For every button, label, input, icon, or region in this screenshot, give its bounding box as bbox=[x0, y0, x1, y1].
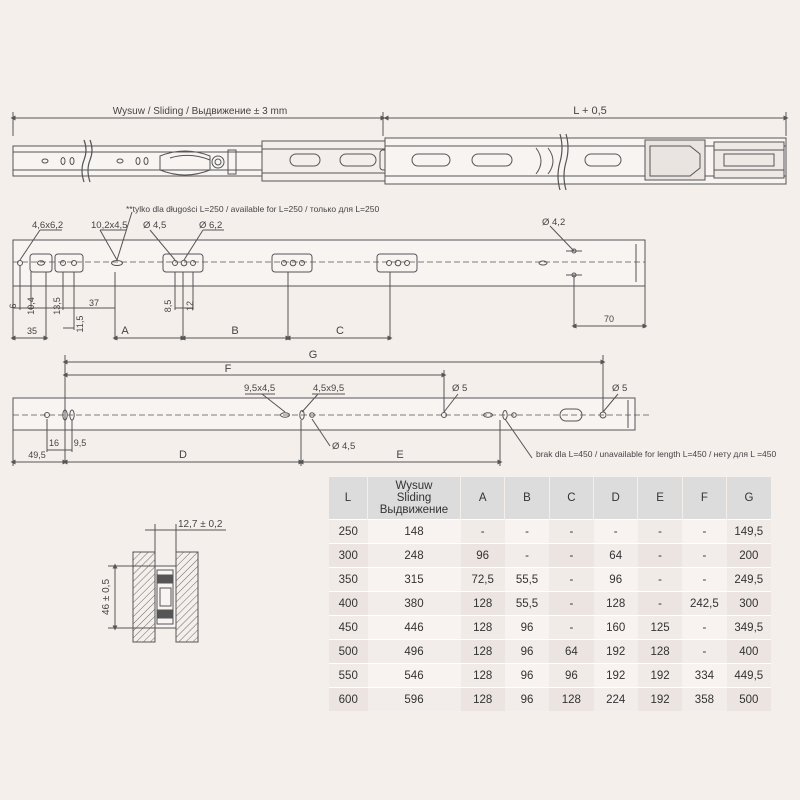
dim-12: 12 bbox=[185, 300, 195, 312]
table-cell: 96 bbox=[505, 688, 549, 712]
header-a: A bbox=[461, 477, 505, 520]
table-cell: 128 bbox=[461, 616, 505, 640]
dia-4-5-top: Ø 4,5 bbox=[143, 220, 167, 231]
label-d: D bbox=[179, 449, 187, 461]
header-e: E bbox=[638, 477, 682, 520]
sliding-dimension-label: Wysuw / Sliding / Выдвижение ± 3 mm bbox=[112, 106, 288, 117]
dim-16: 16 bbox=[48, 438, 60, 448]
table-row bbox=[329, 640, 771, 664]
table-cell: 400 bbox=[727, 640, 771, 664]
dim-10-4: 10,4 bbox=[26, 297, 36, 315]
label-f: F bbox=[224, 363, 232, 375]
table-cell: 72,5 bbox=[461, 568, 505, 592]
dim-35: 35 bbox=[26, 326, 38, 336]
table-cell: - bbox=[638, 568, 682, 592]
table-cell: 349,5 bbox=[727, 616, 771, 640]
table-cell: 192 bbox=[594, 640, 638, 664]
table-cell: 224 bbox=[594, 688, 638, 712]
table-cell: - bbox=[549, 616, 593, 640]
table-cell: 358 bbox=[682, 688, 726, 712]
label-e: E bbox=[396, 449, 404, 461]
table-cell: - bbox=[638, 520, 682, 544]
table-cell: 64 bbox=[594, 544, 638, 568]
table-cell: 149,5 bbox=[727, 520, 771, 544]
table-cell: 248 bbox=[368, 544, 461, 568]
table-cell: - bbox=[549, 568, 593, 592]
table-cell: - bbox=[638, 544, 682, 568]
table-row bbox=[329, 592, 771, 616]
table-cell: 96 bbox=[549, 664, 593, 688]
label-a: A bbox=[121, 325, 129, 337]
table-cell: 128 bbox=[638, 640, 682, 664]
table-cell: 128 bbox=[461, 664, 505, 688]
length-dimension-label: L + 0,5 bbox=[573, 105, 607, 117]
table-row bbox=[329, 544, 771, 568]
dim-13-5: 13,5 bbox=[52, 297, 62, 315]
table-cell: 192 bbox=[638, 664, 682, 688]
table-cell: - bbox=[682, 568, 726, 592]
table-cell: 160 bbox=[594, 616, 638, 640]
table-cell: - bbox=[549, 520, 593, 544]
table-cell: 449,5 bbox=[727, 664, 771, 688]
table-cell: 96 bbox=[505, 640, 549, 664]
table-cell: 242,5 bbox=[682, 592, 726, 616]
table-cell: 55,5 bbox=[505, 592, 549, 616]
table-cell: 128 bbox=[461, 688, 505, 712]
table-cell: 500 bbox=[727, 688, 771, 712]
header-f: F bbox=[682, 477, 726, 520]
table-cell: - bbox=[549, 544, 593, 568]
table-cell: 350 bbox=[329, 568, 368, 592]
table-cell: 96 bbox=[505, 616, 549, 640]
table-cell: 300 bbox=[727, 592, 771, 616]
top-slide-view bbox=[13, 112, 786, 190]
table-cell: - bbox=[638, 592, 682, 616]
table-cell: 128 bbox=[461, 592, 505, 616]
table-cell: - bbox=[461, 520, 505, 544]
table-cell: - bbox=[682, 640, 726, 664]
table-cell: - bbox=[682, 544, 726, 568]
label-g: G bbox=[308, 349, 318, 361]
table-cell: 192 bbox=[594, 664, 638, 688]
table-cell: - bbox=[594, 520, 638, 544]
table-cell: 192 bbox=[638, 688, 682, 712]
table-cell: 249,5 bbox=[727, 568, 771, 592]
hole-4-5x9-5: 4,5x9,5 bbox=[313, 383, 345, 394]
header-d: D bbox=[594, 477, 638, 520]
table-cell: 128 bbox=[549, 688, 593, 712]
header-sliding: Wysuw Sliding Выдвижение bbox=[368, 477, 461, 520]
table-cell: 596 bbox=[368, 688, 461, 712]
cross-section bbox=[108, 524, 226, 642]
table-cell: 128 bbox=[594, 592, 638, 616]
inner-rail-view bbox=[13, 212, 645, 340]
table-cell: 128 bbox=[461, 640, 505, 664]
table-row bbox=[329, 664, 771, 688]
table-cell: 546 bbox=[368, 664, 461, 688]
dia-5-mid: Ø 5 bbox=[452, 383, 468, 394]
header-b: B bbox=[505, 477, 549, 520]
table-row bbox=[329, 568, 771, 592]
dim-49-5: 49,5 bbox=[28, 450, 46, 460]
dim-6: 6 bbox=[8, 303, 18, 309]
table-cell: - bbox=[682, 616, 726, 640]
table-cell: - bbox=[682, 520, 726, 544]
hole-4-6x6-2: 4,6x6,2 bbox=[32, 220, 64, 231]
table-cell: 125 bbox=[638, 616, 682, 640]
table-cell: 450 bbox=[329, 616, 368, 640]
cross-width-label: 12,7 ± 0,2 bbox=[178, 519, 223, 530]
dim-70: 70 bbox=[603, 314, 615, 324]
label-c: C bbox=[336, 325, 344, 337]
table-cell: 550 bbox=[329, 664, 368, 688]
table-cell: 315 bbox=[368, 568, 461, 592]
table-cell: 600 bbox=[329, 688, 368, 712]
header-c: C bbox=[549, 477, 593, 520]
note-l450: brak dla L=450 / unavailable for length L=450 / нету для L =450 bbox=[536, 449, 777, 459]
table-body bbox=[329, 520, 771, 712]
table-cell: 55,5 bbox=[505, 568, 549, 592]
cross-height-label: 46 ± 0,5 bbox=[101, 578, 112, 616]
table-cell: 500 bbox=[329, 640, 368, 664]
dim-37: 37 bbox=[88, 298, 100, 308]
table-row bbox=[329, 520, 771, 544]
note-l250: **tylko dla długości L=250 / available for L=250 / только для L=250 bbox=[126, 204, 380, 214]
table-cell: 148 bbox=[368, 520, 461, 544]
spec-table bbox=[329, 477, 771, 711]
header-g: G bbox=[727, 477, 771, 520]
table-cell: 200 bbox=[727, 544, 771, 568]
table-cell: 96 bbox=[461, 544, 505, 568]
table-row bbox=[329, 688, 771, 712]
table-cell: 334 bbox=[682, 664, 726, 688]
table-cell: 250 bbox=[329, 520, 368, 544]
hole-9-5x4-5: 9,5x4,5 bbox=[244, 383, 276, 394]
table-cell: 64 bbox=[549, 640, 593, 664]
table-header-row bbox=[329, 477, 771, 520]
table-cell: 496 bbox=[368, 640, 461, 664]
dim-11-5: 11,5 bbox=[75, 315, 85, 333]
table-cell: 300 bbox=[329, 544, 368, 568]
table-cell: - bbox=[505, 544, 549, 568]
table-cell: - bbox=[549, 592, 593, 616]
table-cell: 446 bbox=[368, 616, 461, 640]
dia-5-right: Ø 5 bbox=[612, 383, 628, 394]
table-cell: 400 bbox=[329, 592, 368, 616]
dim-8-5: 8,5 bbox=[163, 299, 173, 313]
dia-6-2: Ø 6,2 bbox=[199, 220, 223, 231]
dim-9-5: 9,5 bbox=[73, 438, 87, 448]
table-cell: 380 bbox=[368, 592, 461, 616]
dia-4-5-bottom: Ø 4,5 bbox=[332, 441, 356, 452]
table-cell: 96 bbox=[594, 568, 638, 592]
table-row bbox=[329, 616, 771, 640]
header-l: L bbox=[329, 477, 368, 520]
hole-10-2x4-5: 10,2x4,5 bbox=[91, 220, 128, 231]
dia-4-2: Ø 4,2 bbox=[542, 217, 566, 228]
table-cell: 96 bbox=[505, 664, 549, 688]
label-b: B bbox=[231, 325, 239, 337]
table-cell: - bbox=[505, 520, 549, 544]
